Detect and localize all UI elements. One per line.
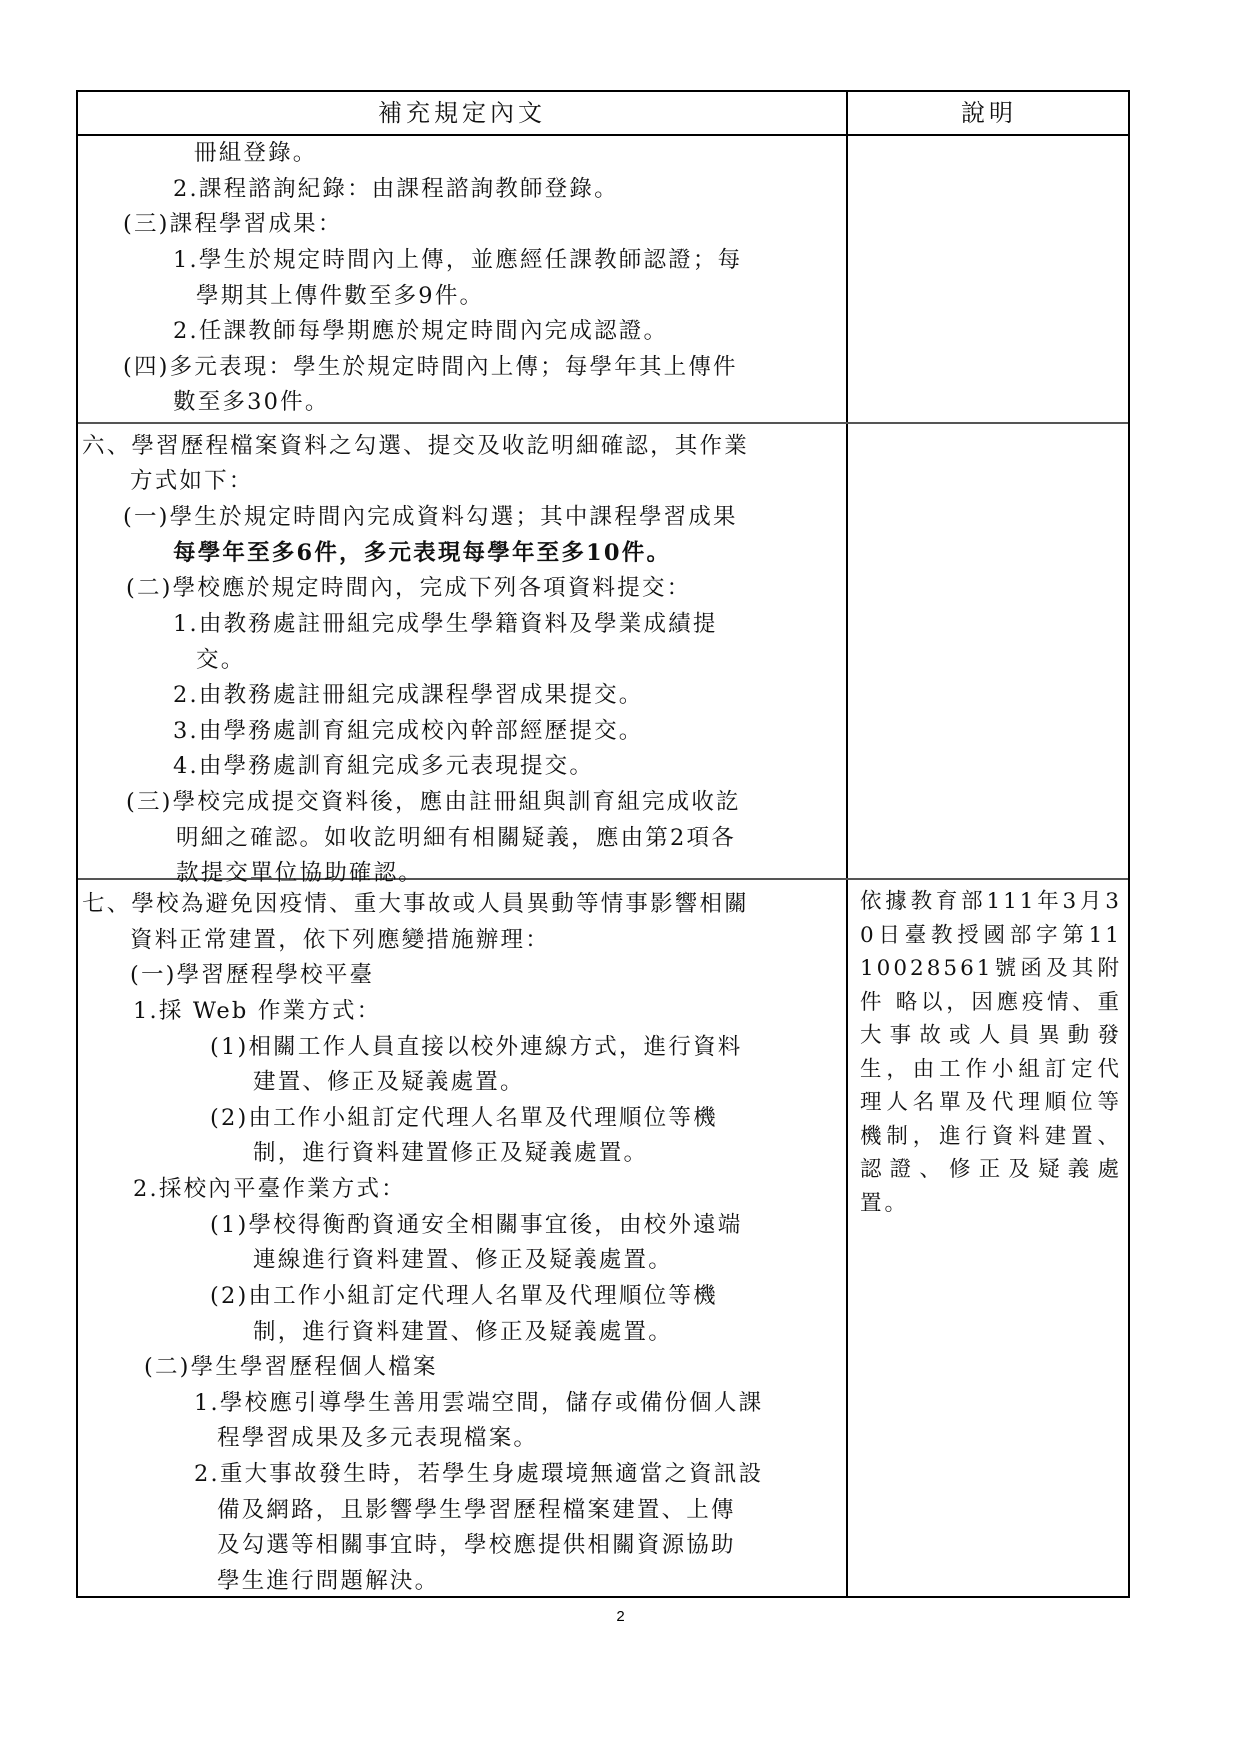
text-line: (1)相關工作人員直接以校外連線方式，進行資料 [210,1034,743,1060]
text-line: (三)課程學習成果： [123,211,343,237]
text-line: 備及網路，且影響學生學習歷程檔案建置、上傳 [217,1497,736,1523]
text-line: (1)學校得衡酌資通安全相關事宜後，由校外遠端 [210,1212,743,1238]
text-line: 2.由教務處註冊組完成課程學習成果提交。 [173,682,644,708]
regulation-table [76,90,1130,1598]
explanation-note: 依據教育部111年3月30日臺教授國部字第1110028561號函及其附件 略以，因應疫情、重大事故或人員異動發生，由工作小組訂定代理人名單及代理順位等機制，進行資料建置、認證、修正及疑義處置。 [860,889,1122,1216]
text-line: 制，進行資料建置修正及疑義處置。 [253,1140,649,1166]
page-number: 2 [616,1608,625,1625]
text-line: 2.重大事故發生時，若學生身處環境無適當之資訊設 [194,1461,764,1487]
text-line: 3.由學務處訓育組完成校內幹部經歷提交。 [173,718,644,744]
text-line: 1.由教務處註冊組完成學生學籍資料及學業成績提 [173,611,718,637]
text-line: 1.學生於規定時間內上傳，並應經任課教師認證；每 [173,247,743,273]
text-line: 2.任課教師每學期應於規定時間內完成認證。 [173,318,669,344]
text-line: 1.學校應引導學生善用雲端空間，儲存或備份個人課 [194,1390,764,1416]
text-line: 連線進行資料建置、修正及疑義處置。 [253,1247,673,1273]
text-line: 程學習成果及多元表現檔案。 [217,1425,539,1451]
text-line: 學期其上傳件數至多9件。 [196,283,485,309]
text-line: (一)學生於規定時間內完成資料勾選；其中課程學習成果 [123,504,738,530]
table-header [78,92,1128,136]
text-line-emphasis: 每學年至多6件，多元表現每學年至多10件。 [173,540,672,566]
text-line: (三)學校完成提交資料後，應由註冊組與訓育組完成收訖 [126,789,741,815]
text-line: 款提交單位協助確認。 [176,860,424,886]
text-line: (一)學習歷程學校平臺 [130,962,375,988]
section-heading: 七、學校為避免因疫情、重大事故或人員異動等情事影響相關 [82,891,749,917]
column-divider [846,92,848,1596]
text-line: (四)多元表現：學生於規定時間內上傳；每學年其上傳件 [123,354,738,380]
text-line: 2.課程諮詢紀錄：由課程諮詢教師登錄。 [173,176,619,202]
header-content-column: 補充規定內文 [378,99,546,127]
section-heading: 六、學習歷程檔案資料之勾選、提交及收訖明細確認，其作業 [82,433,749,459]
text-line: 1.採 Web 作業方式： [133,998,382,1024]
text-line: 明細之確認。如收訖明細有相關疑義，應由第2項各 [176,825,736,851]
text-line: (二)學校應於規定時間內，完成下列各項資料提交： [126,575,692,601]
row-divider [78,422,1128,424]
text-line: 冊組登錄。 [194,140,318,166]
text-line: 2.採校內平臺作業方式： [133,1176,406,1202]
text-line: 學生進行問題解決。 [217,1568,440,1594]
text-line: 交。 [196,647,246,673]
text-line: 建置、修正及疑義處置。 [253,1069,525,1095]
text-line: (二)學生學習歷程個人檔案 [144,1354,438,1380]
text-line: (2)由工作小組訂定代理人名單及代理順位等機 [210,1283,718,1309]
text-line: 制，進行資料建置、修正及疑義處置。 [253,1319,673,1345]
text-line: 方式如下： [130,468,254,494]
text-line: 資料正常建置，依下列應變措施辦理： [130,927,550,953]
text-line: 及勾選等相關事宜時，學校應提供相關資源協助 [217,1532,736,1558]
text-line: 數至多30件。 [173,389,330,415]
header-explanation-column: 說明 [961,99,1017,127]
text-line: 4.由學務處訓育組完成多元表現提交。 [173,753,595,779]
text-line: (2)由工作小組訂定代理人名單及代理順位等機 [210,1105,718,1131]
